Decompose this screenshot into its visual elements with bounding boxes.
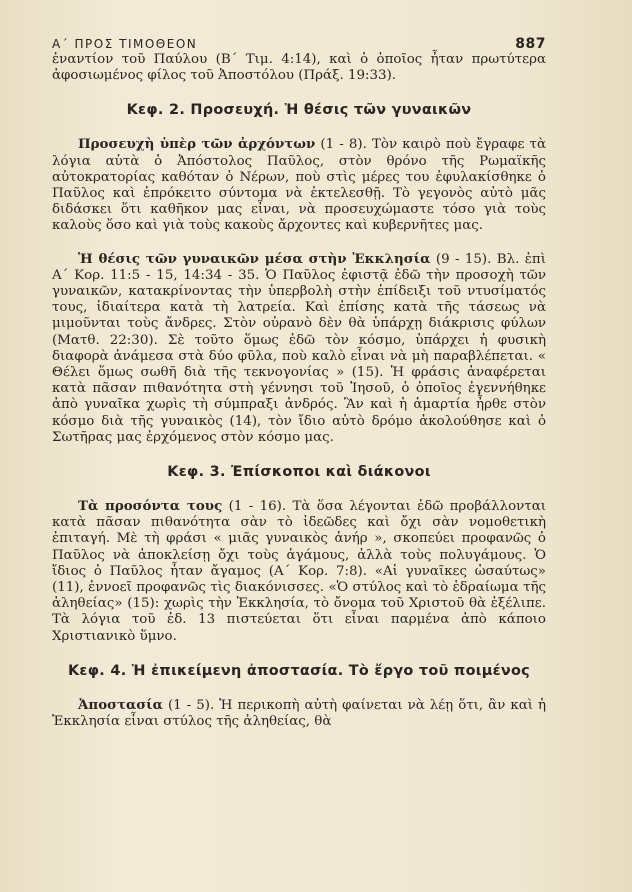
chapter-4-title: Ἡ ἐπικείμενη ἀποστασία. Τὸ ἔργο τοῦ ποιμένος: [131, 662, 531, 679]
paragraph-body: (1 - 16). Τὰ ὅσα λέγονται ἐδῶ προβάλλονται κατὰ πᾶσαν πιθανότητα σὰν τὸ ἰδεῶδες καὶ ὄχι σὰν νομοθετικὴ ἐπιταγή. Μὲ τὴ φράσι « μιᾶς γυναικὸς ἀνήρ », σκοπεύει προφανῶς ὁ Παῦλος νὰ ἀποκλείσῃ ὄχι τοὺς ἀγάμους, ἀλλὰ τοὺς πολυγάμους. Ὁ ἴδιος ὁ Παῦλος ἦταν ἄγαμος (Α΄ Κορ. 7:8). «Αἱ γυναῖκες ὡσαύτως» (11), ἐννοεῖ προφανῶς τὶς διακόνισσες. «Ὁ στύλος καὶ τὸ ἑδραίωμα τῆς ἀληθείας» (15): χωρὶς τὴν Ἐκκλησία, τὸ ὄνομα τοῦ Χριστοῦ θὰ ἐξέλιπε. Τὰ λόγια τοῦ ἐδ. 13 πιστεύεται ὅτι εἶναι παρμένα ἀπὸ κάποιο Χριστιανικὸ ὕμνο.: [52, 499, 546, 644]
running-title: Α΄ ΠΡΟΣ ΤΙΜΟΘΕΟΝ: [52, 37, 198, 51]
paragraph-qualifications: [52, 498, 546, 645]
paragraph-prayer-for-rulers: [52, 136, 546, 234]
chapter-3-number: Κεφ. 3.: [167, 464, 226, 481]
paragraph-lead: Ἡ θέσις τῶν γυναικῶν μέσα στὴν Ἐκκλησία: [78, 250, 431, 267]
paragraph-body: (9 - 15). Βλ. ἐπὶ Α΄ Κορ. 11:5 - 15, 14:34 - 35. Ὁ Παῦλος ἐφιστᾷ ἐδῶ τὴν προσοχὴ τῶν γυναικῶν, κατακρίνοντας τὴν ὑπερβολὴ στὴν ἐπίδειξι τοῦ ντυσίματός τους, ἰδιαίτερα κατὰ τὴ λατρεία. Καὶ ἐπίσης κατὰ τῆς τάσεως νὰ μιμοῦνται τοὺς ἄνδρες. Στὸν οὐρανὸ δὲν θὰ ὑπάρχῃ διάκρισις φύλων (Ματθ. 22:30). Σὲ τοῦτο ὅμως ἐδῶ τὸν κόσμο, ὑπάρχει ἡ φυσικὴ διαφορὰ ἀνάμεσα στὰ δύο φῦλα, ποὺ καλὸ εἶναι νὰ μὴ παραβλέπεται. « Θέλει ὅμως σωθῆ διὰ τῆς τεκνογονίας » (15). Ἡ φράσις ἀναφέρεται κατὰ πᾶσαν πιθανότητα στὴ γέννησι τοῦ Ἰησοῦ, ὁ ὁποῖος ἐγεννήθηκε ἀπὸ γυναῖκα χωρὶς τὴ σύμπραξι ἀνδρός. Ἂν καὶ ἡ ἁμαρτία ἦρθε στὸν κόσμο διὰ τῆς γυναικὸς (14), τὸν ἴδιο αὐτὸ δρόμο ἀκολούθησε καὶ ὁ Σωτῆρας μας ἐρχόμενος στὸν κόσμο μας.: [52, 251, 546, 445]
paragraph-body: (1 - 5). Ἡ περικοπὴ αὐτὴ φαίνεται νὰ λέῃ ὅτι, ἂν καὶ ἡ Ἐκκλησία εἶναι στύλος τῆς ἀληθείας, θὰ: [52, 697, 546, 730]
paragraph-body: (1 - 8). Τὸν καιρὸ ποὺ ἔγραφε τὰ λόγια αὐτὰ ὁ Ἀπόστολος Παῦλος, στὸν θρόνο τῆς Ρωμαϊκῆς αὐτοκρατορίας καθόταν ὁ Νέρων, ποὺ στὶς μέρες του ἐφυλακίσθηκε ὁ Παῦλος καὶ ἐπρόκειτο σύντομα νὰ ἐκτελεσθῇ. Τὸ γεγονὸς αὐτὸ μᾶς διδάσκει ὅτι καθῆκον μας εἶναι, νὰ προσευχώμαστε τόσο γιὰ τοὺς καλοὺς ὅσο καὶ γιὰ τοὺς κακοὺς ἄρχοντες καὶ κυβερνῆτες μας.: [52, 137, 546, 234]
paragraph-lead: Ἀποστασία: [78, 696, 163, 713]
chapter-2-title: Προσευχή. Ἡ θέσις τῶν γυναικῶν: [190, 102, 472, 119]
page-number: 887: [515, 36, 546, 52]
chapter-2-number: Κεφ. 2.: [126, 102, 186, 119]
intro-paragraph: ἐναντίον τοῦ Παύλου (Β΄ Τιμ. 4:14), καὶ ὁ ὁποῖος ἦταν πρωτύτερα ἀφοσιωμένος φίλος τοῦ Ἀποστόλου (Πράξ. 19:33).: [52, 52, 546, 84]
chapter-4-heading: [52, 663, 546, 679]
chapter-2-heading: [52, 102, 546, 118]
chapter-3-title: Ἐπίσκοποι καὶ διάκονοι: [231, 464, 431, 481]
chapter-4-number: Κεφ. 4.: [67, 662, 127, 679]
paragraph-women-in-church: [52, 251, 546, 446]
running-header: [52, 26, 546, 52]
paragraph-lead: Τὰ προσόντα τους: [78, 498, 223, 515]
chapter-3-heading: [52, 464, 546, 480]
paragraph-lead: Προσευχὴ ὑπὲρ τῶν ἀρχόντων: [78, 136, 316, 153]
paragraph-apostasy: [52, 697, 546, 730]
